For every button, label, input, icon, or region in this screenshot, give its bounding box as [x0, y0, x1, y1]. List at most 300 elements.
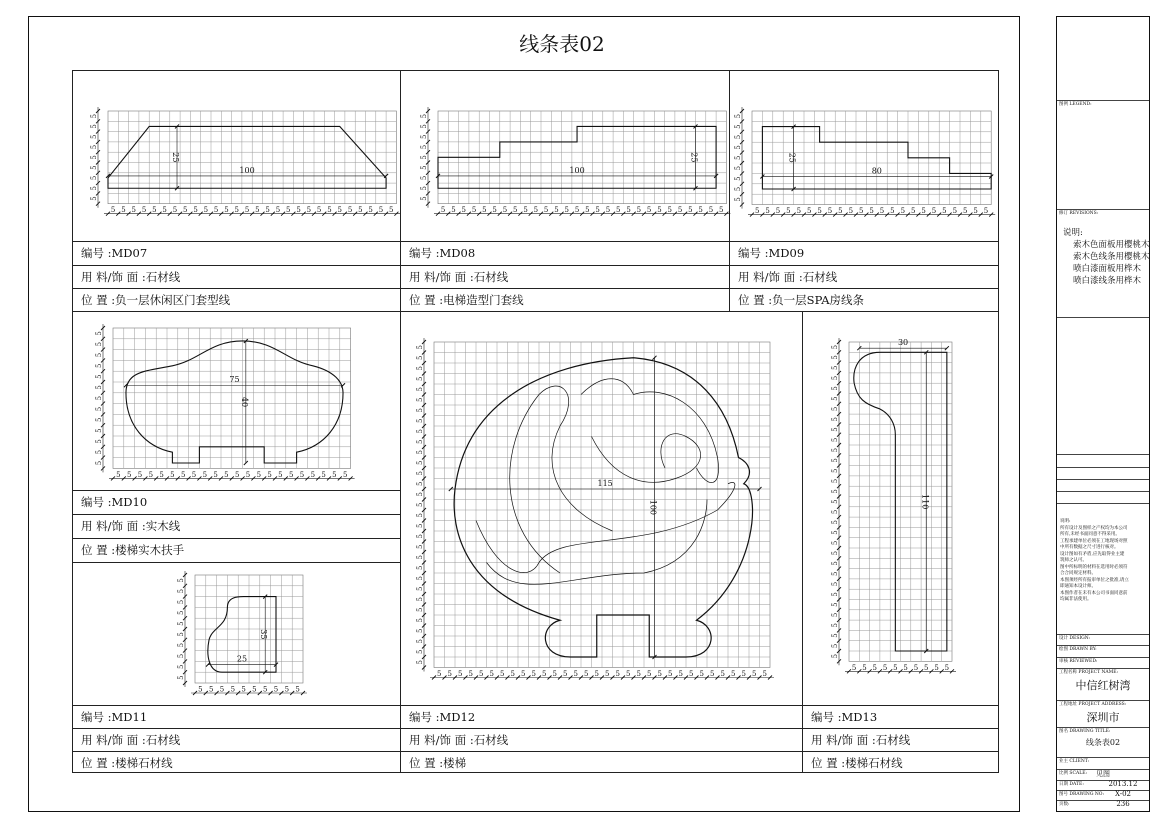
- md11-dim-width-label: 25: [236, 654, 248, 664]
- md11-bottom-tick-label: 5: [273, 685, 279, 694]
- md09-material: 用 料/饰 面 :石材线: [730, 265, 998, 288]
- md12-left-tick-label: 5: [416, 429, 424, 434]
- md12-left-tick-label: 5: [416, 523, 424, 528]
- md10-bottom-tick-label: 5: [180, 470, 186, 479]
- tb-divider-3: [1057, 467, 1149, 468]
- md12-profile-outline: [454, 358, 752, 657]
- md12-dim-width-label: 115: [597, 479, 613, 488]
- md08-left-tick-label: 5: [420, 175, 428, 181]
- md11-bottom-tick-label: 5: [208, 685, 214, 694]
- md10-bottom-tick-label: 5: [342, 470, 348, 479]
- md13-left-tick-label: 5: [831, 653, 839, 659]
- md09-left-tick-label: 5: [734, 186, 742, 192]
- md13-bottom-tick-label: 5: [944, 663, 950, 672]
- md08-left-tick-label: 5: [420, 144, 428, 150]
- md09-bottom-tick-label: 5: [890, 207, 895, 216]
- md12-left-tick-label: 5: [416, 618, 424, 623]
- md11-left-tick-label: 5: [177, 664, 185, 670]
- md12-left-tick-label: 5: [416, 418, 424, 423]
- md13-material: 用 料/饰 面 :石材线: [803, 728, 998, 751]
- md08-dim-width-label: 100: [569, 165, 585, 175]
- md07-bottom-tick-label: 5: [265, 206, 270, 215]
- md12-left-tick-label: 5: [416, 408, 424, 413]
- md08-bottom-tick-label: 5: [533, 206, 539, 215]
- md08-location: 位 置 :电梯造型门套线: [401, 288, 729, 311]
- md08-dim-height-label: 25: [689, 152, 699, 163]
- md12-bottom-tick-label: 5: [699, 670, 704, 678]
- md11-bottom-tick-label: 5: [295, 685, 300, 694]
- md13-bottom-tick-label: 5: [893, 663, 898, 672]
- md09-bottom-tick-label: 5: [858, 207, 864, 216]
- md07-dim-width-label: 100: [239, 165, 255, 175]
- md07-bottom-tick-label: 5: [193, 206, 198, 215]
- md09-bottom-tick-label: 5: [786, 207, 791, 216]
- md09-bottom-tick-label: 5: [952, 207, 958, 216]
- general-note-8: 合合同规定材料。: [1060, 571, 1096, 576]
- md13-left-tick-label: 5: [831, 509, 839, 515]
- md07-code: 编号 :MD07: [73, 241, 400, 264]
- md10-bottom-tick-label: 5: [126, 470, 132, 479]
- md07-bottom-tick-label: 5: [141, 206, 147, 215]
- md10-bottom-tick-label: 5: [332, 470, 337, 479]
- md10-bottom-tick-label: 5: [202, 470, 208, 479]
- md07-bottom-tick-label: 5: [327, 206, 332, 215]
- md12-bottom-tick-label: 5: [458, 670, 463, 678]
- md07-left-tick-label: 5: [90, 134, 98, 139]
- md13-left-tick-label: 5: [831, 540, 839, 546]
- scale-value: 见图: [1096, 770, 1110, 778]
- md09-bottom-tick-label: 5: [983, 207, 989, 216]
- md11-location: 位 置 :楼梯石材线: [73, 751, 400, 774]
- md12-bottom-tick-label: 5: [731, 670, 736, 678]
- md09-bottom-tick-label: 5: [921, 207, 926, 216]
- page-value: 236: [1116, 800, 1130, 808]
- panel-md12: [400, 311, 803, 773]
- md12-code: 编号 :MD12: [401, 705, 802, 728]
- md13-left-tick-label: 5: [831, 386, 839, 391]
- md12-bottom-tick-label: 5: [678, 670, 683, 678]
- project-address: 深圳市: [1086, 711, 1120, 724]
- md11-bottom-tick-label: 5: [219, 685, 225, 694]
- md13-left-tick-label: 5: [831, 344, 839, 350]
- md09-dim-width-label: 80: [871, 166, 882, 176]
- md08-bottom-tick-label: 5: [698, 206, 703, 215]
- md09-bottom-tick-label: 5: [838, 207, 843, 216]
- md08-left-tick-label: 5: [420, 155, 428, 160]
- md07-bottom-tick-label: 5: [172, 206, 178, 215]
- md12-bottom-tick-label: 5: [584, 670, 589, 678]
- md08-profile-outline: [438, 126, 716, 188]
- note-2: 索木色线条用樱桃木: [1073, 252, 1150, 262]
- md12-left-tick-label: 5: [416, 345, 424, 350]
- md09-bottom-tick-label: 5: [973, 207, 978, 216]
- md13-left-tick-label: 5: [831, 602, 839, 607]
- drawn-label: 绘图 DRAWN BY:: [1057, 645, 1149, 653]
- md10-material: 用 料/饰 面 :实木线: [73, 514, 400, 537]
- md10-bottom-tick-label: 5: [191, 470, 197, 479]
- scale-label: 比例 SCALE:: [1057, 769, 1149, 777]
- md07-left-tick-label: 5: [90, 186, 98, 191]
- md10-bottom-tick-label: 5: [170, 470, 175, 479]
- md07-left-tick-label: 5: [90, 175, 98, 181]
- md11-bottom-tick-label: 5: [241, 685, 246, 694]
- md12-left-tick-label: 5: [416, 502, 424, 507]
- md10-bottom-tick-label: 5: [159, 470, 164, 479]
- md10-bottom-tick-label: 5: [288, 470, 294, 479]
- md12-location: 位 置 :楼梯: [401, 751, 802, 774]
- md13-left-tick-label: 5: [831, 643, 839, 649]
- date-value: 2013.12: [1108, 780, 1138, 788]
- md13-bottom-tick-label: 5: [913, 663, 919, 672]
- md09-left-tick-label: 5: [734, 165, 742, 171]
- general-notes-title: 说明:: [1060, 519, 1071, 524]
- profile-md10-drawing: [73, 312, 402, 490]
- md12-left-tick-label: 5: [416, 439, 424, 444]
- md09-bottom-tick-label: 5: [869, 207, 874, 216]
- md11-left-tick-label: 5: [177, 675, 185, 680]
- md13-left-tick-label: 5: [831, 437, 839, 443]
- md12-left-tick-label: 5: [416, 555, 424, 560]
- project-name: 中信红树湾: [1075, 679, 1131, 692]
- md10-left-tick-label: 5: [95, 439, 103, 444]
- md10-left-tick-label: 5: [95, 331, 103, 336]
- md10-bottom-tick-label: 5: [224, 470, 229, 479]
- md11-left-tick-label: 5: [177, 588, 185, 594]
- md09-left-tick-label: 5: [734, 124, 742, 129]
- checked-label: 审核 REVIEWED:: [1057, 657, 1149, 665]
- md10-bottom-tick-label: 5: [267, 470, 272, 479]
- md10-left-tick-label: 5: [95, 363, 103, 369]
- md07-dim-height-label: 25: [171, 152, 181, 163]
- md10-bottom-tick-label: 5: [213, 470, 218, 479]
- profile-md12-drawing: [401, 312, 804, 705]
- panel-md10: [72, 311, 401, 563]
- md12-bottom-tick-label: 5: [752, 670, 757, 678]
- md10-bottom-tick-label: 5: [116, 470, 121, 479]
- md08-bottom-tick-label: 5: [554, 206, 559, 215]
- md13-bottom-tick-label: 5: [851, 663, 857, 672]
- md08-code: 编号 :MD08: [401, 241, 729, 264]
- md07-bottom-tick-label: 5: [183, 206, 188, 215]
- md12-bottom-tick-label: 5: [594, 670, 599, 678]
- md12-left-tick-label: 5: [416, 628, 424, 633]
- general-note-2: 所有,未经书面同意不得采用。: [1060, 532, 1120, 537]
- general-note-5: 设计图如有矛盾,应先取得业主建: [1060, 551, 1125, 557]
- md08-bottom-tick-label: 5: [461, 206, 466, 215]
- md07-left-tick-label: 5: [90, 144, 98, 150]
- general-note-10: 即通知本设计师。: [1060, 584, 1096, 589]
- md12-left-tick-label: 5: [416, 471, 424, 476]
- md10-left-tick-label: 5: [95, 352, 103, 358]
- md09-bottom-tick-label: 5: [827, 207, 833, 216]
- md12-left-tick-label: 5: [416, 492, 424, 497]
- page-label: 页数:: [1057, 800, 1149, 808]
- notes-block: [1063, 227, 1150, 287]
- md12-left-tick-label: 5: [416, 355, 424, 360]
- md10-dim-height-label: 40: [239, 396, 249, 408]
- md13-dim-width-label: 30: [897, 338, 909, 348]
- general-note-6: 筑师之认可。: [1060, 558, 1087, 563]
- md11-left-tick-label: 5: [177, 621, 185, 626]
- md12-bottom-tick-label: 5: [479, 670, 484, 678]
- md08-left-tick-label: 5: [420, 196, 428, 201]
- md12-bottom-tick-label: 5: [626, 670, 631, 678]
- md07-bottom-tick-label: 5: [389, 206, 394, 215]
- md09-left-tick-label: 5: [734, 145, 742, 150]
- general-note-12: 均属非法使用。: [1060, 597, 1092, 602]
- md10-left-tick-label: 5: [95, 406, 103, 412]
- md11-bottom-tick-label: 5: [230, 685, 236, 694]
- md12-bottom-tick-label: 5: [636, 670, 641, 678]
- md08-bottom-tick-label: 5: [688, 206, 693, 215]
- md13-left-tick-label: 5: [831, 489, 839, 494]
- general-note-3: 工程承建单位必须在工地现场对照: [1060, 538, 1128, 544]
- md07-bottom-tick-label: 5: [234, 206, 239, 215]
- md09-dim-height-label: 25: [787, 152, 797, 163]
- md09-bottom-tick-label: 5: [910, 207, 916, 216]
- md10-left-tick-label: 5: [95, 428, 103, 433]
- md13-bottom-tick-label: 5: [934, 663, 939, 672]
- md13-dim-height-label: 110: [920, 494, 930, 510]
- md07-bottom-tick-label: 5: [213, 206, 219, 215]
- address-label: 工程地址 PROJECT ADDRESS:: [1057, 700, 1149, 708]
- md13-bottom-tick-label: 5: [882, 663, 888, 672]
- md07-bottom-tick-label: 5: [121, 206, 126, 215]
- profile-md08-drawing: [401, 71, 731, 241]
- md08-bottom-tick-label: 5: [502, 206, 508, 215]
- md12-left-tick-label: 5: [416, 586, 424, 591]
- project-label: 工程名称 PROJECT NAME:: [1057, 668, 1149, 676]
- md10-bottom-tick-label: 5: [245, 470, 251, 479]
- md12-left-tick-label: 5: [416, 649, 424, 654]
- md12-bottom-tick-label: 5: [710, 670, 715, 678]
- md12-dim-height-label: 100: [648, 499, 658, 516]
- md07-left-tick-label: 5: [90, 155, 98, 160]
- md13-left-tick-label: 5: [831, 447, 839, 453]
- md11-left-tick-label: 5: [177, 632, 185, 637]
- md13-code: 编号 :MD13: [803, 705, 998, 728]
- md10-bottom-tick-label: 5: [137, 470, 143, 479]
- md13-left-tick-label: 5: [831, 417, 839, 422]
- md09-bottom-tick-label: 5: [775, 207, 781, 216]
- md13-left-tick-label: 5: [831, 396, 839, 401]
- notes-title: 说明:: [1063, 228, 1083, 238]
- md12-bottom-tick-label: 5: [500, 670, 505, 678]
- md08-bottom-tick-label: 5: [523, 206, 528, 215]
- md08-left-tick-label: 5: [420, 134, 428, 139]
- md08-bottom-tick-label: 5: [657, 206, 662, 215]
- md13-left-tick-label: 5: [831, 592, 839, 597]
- md13-left-tick-label: 5: [831, 355, 839, 360]
- md12-bottom-tick-label: 5: [741, 670, 746, 678]
- md13-left-tick-label: 5: [831, 550, 839, 556]
- md08-bottom-tick-label: 5: [440, 206, 446, 215]
- md12-bottom-tick-label: 5: [657, 670, 662, 678]
- md08-bottom-tick-label: 5: [574, 206, 580, 215]
- md12-material: 用 料/饰 面 :石材线: [401, 728, 802, 751]
- md10-location: 位 置 :楼梯实木扶手: [73, 538, 400, 561]
- md08-bottom-tick-label: 5: [667, 206, 672, 215]
- md10-left-tick-label: 5: [95, 374, 103, 379]
- date-label: 日期 DATE:: [1057, 780, 1149, 788]
- md08-bottom-tick-label: 5: [543, 206, 549, 215]
- general-note-7: 图中所标明的材料在选用时必须符: [1060, 564, 1128, 570]
- md07-bottom-tick-label: 5: [110, 206, 116, 215]
- md08-left-tick-label: 5: [420, 165, 428, 170]
- md11-left-tick-label: 5: [177, 599, 185, 605]
- md09-left-tick-label: 5: [734, 176, 742, 181]
- tb-divider-1: [1057, 317, 1149, 318]
- md09-bottom-tick-label: 5: [962, 207, 968, 216]
- md07-left-tick-label: 5: [90, 165, 98, 170]
- md10-bottom-tick-label: 5: [256, 470, 262, 479]
- md12-left-tick-label: 5: [416, 639, 424, 644]
- md12-bottom-tick-label: 5: [542, 670, 547, 678]
- md12-left-tick-label: 5: [416, 481, 424, 486]
- md13-left-tick-label: 5: [831, 499, 839, 504]
- md12-bottom-tick-label: 5: [468, 670, 473, 678]
- md09-code: 编号 :MD09: [730, 241, 998, 264]
- md09-bottom-tick-label: 5: [817, 207, 822, 216]
- md12-bottom-tick-label: 5: [563, 670, 568, 678]
- md08-material: 用 料/饰 面 :石材线: [401, 265, 729, 288]
- md13-bottom-tick-label: 5: [872, 663, 877, 672]
- drawing-title: 线条表02: [1085, 738, 1121, 747]
- md11-left-tick-label: 5: [177, 642, 185, 648]
- md12-bottom-tick-label: 5: [447, 670, 452, 678]
- md12-bottom-tick-label: 5: [552, 670, 557, 678]
- md13-left-tick-label: 5: [831, 406, 839, 412]
- md12-left-tick-label: 5: [416, 460, 424, 465]
- md08-bottom-tick-label: 5: [564, 206, 569, 215]
- md12-bottom-tick-label: 5: [521, 670, 526, 678]
- md07-left-tick-label: 5: [90, 124, 98, 129]
- general-notes: [1060, 519, 1146, 604]
- md12-bottom-tick-label: 5: [437, 670, 442, 678]
- drawing-no-value: X-02: [1114, 790, 1131, 798]
- md12-left-tick-label: 5: [416, 376, 424, 381]
- md08-left-tick-label: 5: [420, 124, 428, 129]
- md08-bottom-tick-label: 5: [677, 206, 683, 215]
- general-note-11: 本图作者在未有本公司书面同意前: [1060, 590, 1128, 596]
- tb-divider-6: [1057, 503, 1149, 504]
- panel-md08: [400, 70, 730, 312]
- title-block: [1056, 16, 1150, 812]
- md07-bottom-tick-label: 5: [162, 206, 167, 215]
- md13-left-tick-label: 5: [831, 375, 839, 381]
- md11-dim-height-label: 35: [259, 629, 269, 640]
- md09-left-tick-label: 5: [734, 113, 742, 119]
- md13-left-tick-label: 5: [831, 468, 839, 473]
- md12-bottom-tick-label: 5: [489, 670, 494, 678]
- md09-bottom-tick-label: 5: [942, 207, 947, 216]
- md13-left-tick-label: 5: [831, 612, 839, 618]
- md08-bottom-tick-label: 5: [451, 206, 456, 215]
- md08-bottom-tick-label: 5: [605, 206, 611, 215]
- md11-bottom-tick-label: 5: [252, 685, 257, 694]
- sheet-title: 线条表02: [519, 32, 605, 56]
- md09-bottom-tick-label: 5: [796, 207, 802, 216]
- md08-bottom-tick-label: 5: [626, 206, 631, 215]
- panel-md13: [802, 311, 999, 773]
- md08-bottom-tick-label: 5: [595, 206, 600, 215]
- md10-bottom-tick-label: 5: [321, 470, 326, 479]
- note-1: 索木色面板用樱桃木: [1073, 240, 1150, 250]
- md09-bottom-tick-label: 5: [879, 207, 885, 216]
- md09-bottom-tick-label: 5: [931, 207, 937, 216]
- md08-bottom-tick-label: 5: [471, 206, 477, 215]
- profile-md13-drawing: [803, 312, 1000, 705]
- md12-left-tick-label: 5: [416, 565, 424, 570]
- profile-md09-drawing: [730, 71, 1000, 241]
- md10-left-tick-label: 5: [95, 449, 103, 455]
- md10-bottom-tick-label: 5: [299, 470, 305, 479]
- md09-bottom-tick-label: 5: [765, 207, 770, 216]
- md09-bottom-tick-label: 5: [754, 207, 760, 216]
- md13-left-tick-label: 5: [831, 427, 839, 432]
- drawing-title-label: 图名 DRAWING TITLE:: [1057, 727, 1149, 735]
- md11-bottom-tick-label: 5: [198, 685, 203, 694]
- md12-left-tick-label: 5: [416, 397, 424, 402]
- md10-left-tick-label: 5: [95, 460, 103, 466]
- md13-left-tick-label: 5: [831, 520, 839, 525]
- legend-label: 图例 LEGEND:: [1057, 100, 1149, 108]
- md12-left-tick-label: 5: [416, 544, 424, 549]
- md09-bottom-tick-label: 5: [848, 207, 854, 216]
- md10-bottom-tick-label: 5: [148, 470, 154, 479]
- md12-inner-curve-3: [476, 482, 735, 572]
- md10-bottom-tick-label: 5: [278, 470, 283, 479]
- tb-divider-4: [1057, 479, 1149, 480]
- md12-left-tick-label: 5: [416, 576, 424, 581]
- md13-left-tick-label: 5: [831, 365, 839, 370]
- general-note-4: 中所有数据之尺寸进行核对。: [1060, 545, 1119, 550]
- md13-left-tick-label: 5: [831, 623, 839, 628]
- md08-bottom-tick-label: 5: [585, 206, 590, 215]
- md07-profile-outline: [108, 126, 386, 188]
- panel-md09: [729, 70, 999, 312]
- md13-left-tick-label: 5: [831, 458, 839, 463]
- md11-left-tick-label: 5: [177, 610, 185, 616]
- note-3: 喷白漆面板用桦木: [1073, 264, 1142, 274]
- md11-bottom-tick-label: 5: [262, 685, 268, 694]
- md07-bottom-tick-label: 5: [203, 206, 209, 215]
- profile-md11-drawing: [73, 563, 402, 705]
- panel-md11: [72, 562, 401, 773]
- md08-bottom-tick-label: 5: [708, 206, 714, 215]
- md12-left-tick-label: 5: [416, 513, 424, 518]
- md07-bottom-tick-label: 5: [152, 206, 157, 215]
- md10-left-tick-label: 5: [95, 417, 103, 423]
- md07-bottom-tick-label: 5: [337, 206, 342, 215]
- md13-bottom-tick-label: 5: [924, 663, 929, 672]
- md12-left-tick-label: 5: [416, 450, 424, 455]
- design-label: 设计 DESIGN:: [1057, 634, 1149, 642]
- revision-label: 修订 REVISIONS:: [1057, 209, 1149, 217]
- md13-bottom-tick-label: 5: [903, 663, 908, 672]
- md12-bottom-tick-label: 5: [615, 670, 620, 678]
- note-4: 喷白漆线条用桦木: [1073, 276, 1142, 286]
- md12-left-tick-label: 5: [416, 387, 424, 392]
- md07-bottom-tick-label: 5: [286, 206, 291, 215]
- md13-left-tick-label: 5: [831, 581, 839, 587]
- md08-bottom-tick-label: 5: [513, 206, 518, 215]
- md10-left-tick-label: 5: [95, 341, 103, 347]
- md10-code: 编号 :MD10: [73, 490, 400, 513]
- md13-left-tick-label: 5: [831, 530, 839, 535]
- md10-left-tick-label: 5: [95, 395, 103, 401]
- md07-bottom-tick-label: 5: [244, 206, 250, 215]
